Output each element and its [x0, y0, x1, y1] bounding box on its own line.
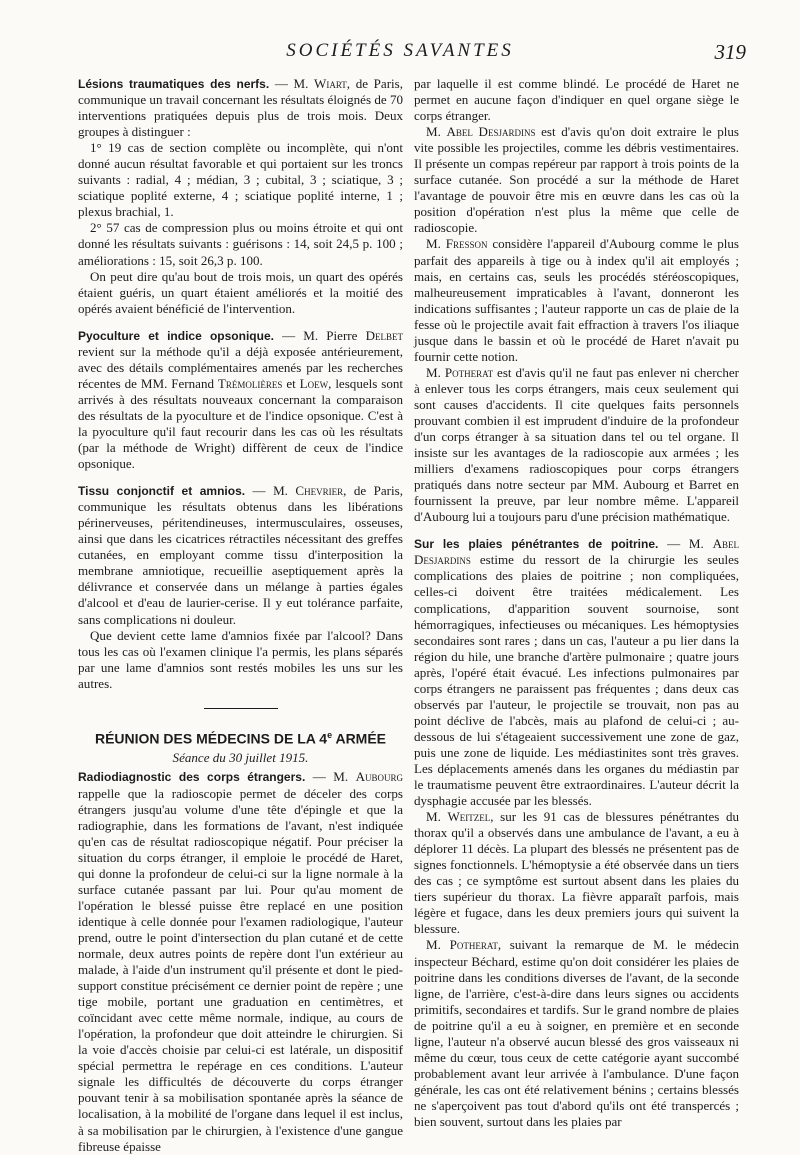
ordinal-suffix: e	[327, 729, 333, 740]
paragraph-lead: Pyoculture et indice opsonique.	[78, 328, 274, 343]
paragraph-text: , suivant la remarque de M. le médecin inspecteur Béchard, estime qu'on doit considérer les plaies de poitrine dans les conditions diverses de l'avant, de la seconde ligne, de l'arrière, c'est-à-dire dans leurs signes ou accidents primitifs, secondaires et tardifs. Sur le grand nombre de plaies de poitrine qu'il a eu à soigner, en première et en seconde ligne, l'auteur n'a observé aucun blessé des gros vaisseaux ni même du cœur, tous ceux de cette catégorie ayant succombé probablement avant leur arrivée à l'ambulance. D'une façon générale, les cas ont été relativement bénins ; certains blessés ne s'aperçoivent pas tout d'abord qu'ils ont été transpercés ; bien souvent, surtout dans les plaies par	[414, 937, 739, 1129]
paragraph-text: revient sur la méthode qu'il a déjà exposée antérieurement, avec des détails complémentaires amenés par les recherches récentes de MM. Fernand	[78, 343, 403, 391]
session-label: Séance du	[172, 750, 226, 766]
section-heading	[78, 727, 403, 747]
paragraph: 2° 57 cas de compression plus ou moins étroite et qui ont donné les résultats suivants : guérisons : 14, soit 24,5 p. 100 ; améliorations : 15, soit 26,3 p. 100.	[78, 220, 403, 268]
paragraph: Que devient cette lame d'amnios fixée par l'alcool? Dans tous les cas où l'examen clinique l'a permis, les plans séparés par une lame d'amnios sont restés mobiles les uns sur les autres.	[78, 627, 403, 691]
paragraph-lead: Lésions traumatiques des nerfs.	[78, 77, 270, 91]
section-heading-end: ARMÉE	[335, 730, 387, 747]
paragraph-pyoculture: Pyoculture et indice opsonique. — M. Pierre Delbet revient sur la méthode qu'il a déjà exposée antérieurement, avec des détails complémentaires amenés par les recherches récentes de MM. Fernand Trémolières et Loew, lesquels sont arrivés à des résultats nouveaux concernant la comparaison des résultats de la pyoculture et de l'indice opsonique. C'est à la pyoculture qu'il faut recourir dans les cas où les résultats (par la méthode de Wright) diffèrent de ceux de l'indice opsonique.	[78, 327, 404, 472]
section-heading-text: RÉUNION DES MÉDECINS DE LA 4	[94, 730, 328, 747]
author-name: Potherat	[449, 937, 498, 953]
paragraph: On peut dire qu'au bout de trois mois, un quart des opérés étaient guéris, un quart étaient améliorés et la moitié des opérés avaient bénéficié de l'intervention.	[78, 268, 403, 316]
session-date-value: 30 juillet 1915.	[229, 750, 309, 766]
author-name: Abel Desjardins	[446, 124, 536, 140]
page-number: 319	[714, 40, 746, 64]
paragraph-potherat-2	[414, 937, 739, 1130]
paragraph-text: estime du ressort de la chirurgie les seules complications des plaies de poitrine ; non compliquées, celles-ci doivent être traitées médicalement. Les complications, d'apparition souvent sournoise, sont hémorragiques, infectieuses ou mécaniques. Les hémoptysies secondaires sont rares ; dans un cas, l'auteur a pu lier dans la région du hile, une branche d'artère pulmonaire ; quatre jours après, l'opéré était évacué. Les infections pulmonaires par corps étrangers ne paraissent pas fréquentes ; dans deux cas observés par l'auteur, le projectile se trouvait, non pas au point déclive de l'abcès, mais au plafond de celui-ci ; au-dessous de lui s'étageaient successivement une zone de gaz, puis une zone de liquide. Les médiastinites sont très graves. Les déplacements amenés dans les organes du médiastin par le traumatisme peuvent être extraordinaires. L'auteur décrit la dysphagie accusée par les blessés.	[414, 552, 739, 809]
author-name: Abel Desjardins	[414, 536, 739, 568]
paragraph-plaies-poitrine: Sur les plaies pénétrantes de poitrine. — M. Abel Desjardins estime du ressort de la chirurgie les seules complications des plaies de poitrine ; non compliquées, celles-ci doivent être traitées médicalement. Les complications, d'apparition souvent sournoise, sont hémorragiques, infectieuses ou mécaniques. Les hémoptysies secondaires sont rares ; dans un cas, l'auteur a pu lier dans la région du hile, une branche d'artère pulmonaire ; quatre jours après, l'opéré était évacué. Les infections pulmonaires par corps étrangers ne paraissent pas fréquentes ; dans deux cas observés par l'auteur, le projectile se trouvait, non pas au point déclive de l'abcès, mais au plafond de celui-ci ; au-dessous de lui s'étageaient successivement une zone de gaz, puis une zone de liquide. Les médiastinites sont très graves. Les déplacements amenés dans les organes du médiastin par le traumatisme peuvent être extraordinaires. L'auteur décrit la dysphagie accusée par les blessés.	[414, 536, 739, 809]
paragraph-text: est d'avis qu'on doit extraire le plus vite possible les projectiles, comme les débris vestimentaires. Il présente un compas repéreur par rapport à trois points de la surface cutanée. Son procédé a sur la méthode de Haret l'avantage de pouvoir être mis en œuvre dans les cas où la position d'opération n'est plus la même que celle de radioscopie.	[414, 124, 739, 236]
paragraph-tissu-conjonctif: Tissu conjonctif et amnios. — M. Chevrier, de Paris, communique les résultats obtenus dans les libérations périnerveuses, péritendineuses, intermusculaires, osseuses, ainsi que dans les cicatrices rétractiles nécessitant des greffes cutanées, en employant comme tissu d'interposition la membrane amniotique, recueillie aseptiquement après la délivrance et conservée dans un mélange à parties égales d'alcool et d'eau de laurier-cerise. Il y eut tolérance parfaite, sans complications ni douleur.	[78, 483, 403, 627]
paragraph-text: de Paris, communique les résultats obtenus dans les libérations périnerveuses, péritendineuses, intermusculaires, osseuses, ainsi que dans les cicatrices rétractiles nécessitant des greffes cutanées, en employant comme tissu d'interposition la membrane amniotique, recueillie aseptiquement après la délivrance et conservée dans un mélange à parties égales d'alcool et d'eau de laurier-cerise. Il y eut tolérance parfaite, sans complications ni douleur.	[78, 483, 403, 627]
author-name: Fresson	[445, 236, 488, 252]
paragraph-lead: Tissu conjonctif et amnios.	[78, 484, 246, 499]
author-prefix: M.	[426, 124, 441, 140]
author-name: Loew	[299, 375, 329, 391]
paragraph-lead: Sur les plaies pénétrantes de poitrine.	[414, 537, 659, 552]
left-column	[78, 76, 403, 1155]
author-name: Trémolières	[217, 375, 283, 391]
section-divider	[204, 708, 278, 709]
paragraph-text: rappelle que la radioscopie permet de déceler des corps étrangers jusqu'au volume d'une tête d'épingle et que la radiographie, dans les formations de l'avant, n'est indiquée qu'en cas de résultat radioscopique négatif. Pour préciser la situation du corps étranger, il emploie le procédé de Haret, qui donne la profondeur de celui-ci sur la ligne normale à la surface cutanée passant par lui. Pour qu'au moment de l'opération le blessé puisse être replacé en une position identique à celle donnée pour l'examen radiologique, l'auteur prend, outre le point d'intersection du plan cutané et de cette normale, deux autres points de repère dont l'un extérieur au malade, à l'aide d'un instrument qu'il présente et dont le pied-support constitue précisément ce dernier point de repère ; une tige mobile, portant une graduation en centimètres, et coïncidant avec cette même normale, indique, au cours de l'opération, la profondeur que doit atteindre le chirurgien. Si la voie d'accès choisie par celui-ci est latérale, un dispositif spécial permettra le repérage en ces conditions. L'auteur signale les difficultés de découverte du corps étranger pouvant tenir à sa mobilisation spontanée après la séance de localisation, à la mobilité de l'organe dans lequel il est inclus, à sa mobilisation par le chirurgien, à l'existence d'une gangue fibreuse épaisse	[78, 785, 403, 1154]
paragraph-text: , lesquels sont arrivés à des résultats nouveaux concernant la comparaison des résultats de la pyoculture et de l'indice opsonique. C'est à la pyoculture qu'il faut recourir dans les cas où les résultats (par la méthode de Wright) diffèrent de ceux de l'indice opsonique.	[78, 375, 404, 472]
paragraph-lead: Radiodiagnostic des corps étrangers.	[78, 770, 306, 785]
author-name: Aubourg	[355, 769, 403, 785]
paragraph-text: de Paris, communique un travail concernant les résultats éloignés de 70 interventions pratiquées depuis plus de trois mois. Deux groupes à distinguer :	[78, 76, 404, 140]
author-prefix: M.	[426, 937, 441, 953]
running-title: SOCIÉTÉS SAVANTES	[286, 40, 514, 61]
paragraph-radiodiagnostic: Radiodiagnostic des corps étrangers. — M. Aubourg rappelle que la radioscopie permet de déceler des corps étrangers jusqu'au volume d'une tête d'épingle et que la radiographie, dans les formations de l'avant, n'est indiquée qu'en cas de résultat radioscopique négatif. Pour préciser la situation du corps étranger, il emploie le procédé de Haret, qui donne la profondeur de celui-ci sur la ligne normale à la surface cutanée passant par lui. Pour qu'au moment de l'opération le blessé puisse être replacé en une position identique à celle donnée pour l'examen radiologique, l'auteur prend, outre le point d'intersection du plan cutané et de cette normale, deux autres points de repère dont l'un extérieur au malade, à l'aide d'un instrument qu'il présente et dont le pied-support constitue précisément ce dernier point de repère ; une tige mobile, portant une graduation en centimètres, et coïncidant avec cette même normale, indique, au cours de l'opération, la profondeur que doit atteindre le chirurgien. Si la voie d'accès choisie par celui-ci est latérale, un dispositif spécial permettra le repérage en ces conditions. L'auteur signale les difficultés de découverte du corps étranger pouvant tenir à sa mobilisation spontanée après la séance de localisation, à la mobilité de l'organe dans lequel il est inclus, à sa mobilisation par le chirurgien, à l'existence d'une gangue fibreuse épaisse	[78, 769, 403, 1154]
paragraph-text: considère l'appareil d'Aubourg comme le plus parfait des appareils à tige ou à index qu'il ait employés ; mais, en certains cas, seuls les procédés stéréoscopiques, malheureusement impraticables à l'avant, donneront les indications suffisantes ; l'auteur rapporte un cas de plaie de la fesse où le projectile avait fait effraction à travers l'os iliaque jusque dans le bassin et où le procédé de Haret n'avait pu fournir cette notion.	[414, 236, 739, 364]
session-date	[78, 750, 403, 766]
paragraph-desjardins	[414, 124, 739, 236]
author-prefix: M.	[426, 236, 441, 252]
paragraph-fresson	[414, 236, 739, 364]
author-prefix: M.	[426, 364, 441, 380]
author-name: Delbet	[365, 327, 404, 343]
author-name: Potherat	[444, 364, 494, 380]
paragraph-text: est d'avis qu'il ne faut pas enlever ni chercher à enlever tous les corps étrangers, mais ceux seulement qui sont causes d'accidents. Il cite quelques faits personnels prouvant combien il est imprudent d'induire de la profondeur d'un corps étranger à sa situation dans tel ou tel organe. Il insiste sur les avantages de la radioscopie aux armées ; les milliers d'examens radioscopiques pour corps étrangers pratiqués dans notre secteur par MM. Aubourg et Barret en fournissent la preuve, par leur nombre même. L'appareil d'Aubourg lui a toujours paru d'une précision mathématique.	[414, 364, 740, 525]
author-prefix: M. Pierre	[303, 327, 358, 343]
author-name: Chevrier	[295, 483, 344, 499]
paragraph-text: , sur les 91 cas de blessures pénétrantes du thorax qu'il a observés dans une ambulance de l'avant, a eu à déplorer 11 décès. La plupart des blessés ne présentent pas de signes fonctionnels. L'hémoptysie a été observée dans un tiers des cas ; ce symptôme est surtout absent dans les plaies du tiers supérieur du thorax. La fièvre apparaît parfois, mais légère et fugace, dans les deux premiers jours qui suivent la blessure.	[414, 809, 739, 937]
paragraph-continuation: par laquelle il est comme blindé. Le procédé de Haret ne permet en aucune façon d'indiquer en quel organe siège le corps étranger.	[414, 76, 739, 124]
paragraph: 1° 19 cas de section complète ou incomplète, qui n'ont donné aucun résultat favorable et qui portaient sur les troncs suivants : radial, 4 ; médian, 3 ; cubital, 3 ; sciatique, 3 ; sciatique poplité externe, 4 ; sciatique poplité interne, 1 ; plexus brachial, 1.	[78, 140, 403, 220]
paragraph-weitzel	[414, 809, 739, 937]
paragraph-potherat	[414, 365, 739, 525]
paragraph-lesions-nerfs: Lésions traumatiques des nerfs. — M. Wiart, de Paris, communique un travail concernant les résultats éloignés de 70 interventions pratiquées depuis plus de trois mois. Deux groupes à distinguer :	[78, 76, 404, 140]
author-name: Wiart	[314, 76, 347, 91]
right-column	[414, 76, 739, 1130]
author-prefix: M.	[426, 809, 441, 825]
author-name: Weitzel	[447, 809, 491, 825]
conjunction: et	[286, 375, 296, 391]
